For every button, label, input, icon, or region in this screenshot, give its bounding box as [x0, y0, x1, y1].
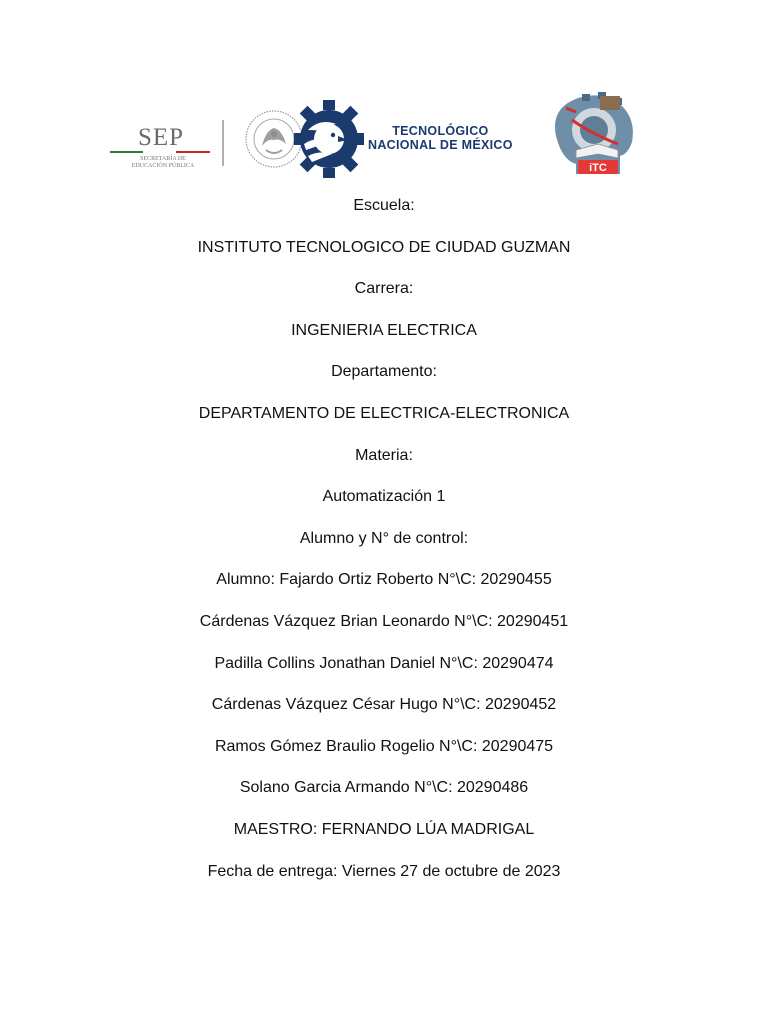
logo-header: [104, 90, 644, 182]
materia-label: Materia:: [355, 446, 413, 464]
escuela-value: INSTITUTO TECNOLOGICO DE CIUDAD GUZMAN: [197, 238, 571, 256]
tecnm-logo-text: [368, 124, 513, 152]
departamento-label: Departamento:: [331, 363, 437, 381]
logo-divider: [222, 120, 224, 166]
alumno-line: Solano Garcia Armando N°\C: 20290486: [239, 779, 529, 797]
carrera-value: INGENIERIA ELECTRICA: [291, 321, 477, 339]
alumno-line: Cárdenas Vázquez César Hugo N°\C: 20290452: [211, 696, 557, 714]
escuela-label: Escuela:: [353, 197, 415, 214]
alumno-line: Cárdenas Vázquez Brian Leonardo N°\C: 20290451: [199, 612, 569, 630]
cover-text-block: [0, 192, 768, 899]
alumno-line: Alumno: Fajardo Ortiz Roberto N°\C: 20290455: [216, 571, 552, 589]
tecnm-eagle-gear-icon: [294, 100, 364, 178]
tecnm-text-line1: TECNOLÓGICO: [392, 124, 489, 138]
alumno-line: Padilla Collins Jonathan Daniel N°\C: 20290474: [214, 654, 554, 672]
carrera-label: Carrera:: [354, 280, 414, 298]
materia-value: Automatización 1: [322, 488, 446, 506]
maestro-line: MAESTRO: FERNANDO LÚA MADRIGAL: [233, 820, 535, 838]
sep-subtitle-line1: SECRETARÍA DE: [140, 156, 186, 162]
sep-logo-title: SEP: [138, 124, 185, 151]
itc-logo-text: iTC: [589, 162, 607, 174]
alumnos-label: Alumno y N° de control:: [299, 529, 469, 547]
tecnm-text-line2: NACIONAL DE MÉXICO: [368, 138, 513, 152]
sep-logo-stripe: [110, 151, 210, 153]
fecha-line: Fecha de entrega: Viernes 27 de octubre de 2023: [207, 862, 561, 880]
sep-logo-subtitle: [128, 156, 198, 170]
alumno-line: Ramos Gómez Braulio Rogelio N°\C: 20290475: [214, 737, 554, 755]
itc-gear-head-icon: [536, 90, 640, 182]
sep-logo-icon: [108, 120, 220, 170]
sep-subtitle-line2: EDUCACIÓN PÚBLICA: [131, 163, 195, 169]
departamento-value: DEPARTAMENTO DE ELECTRICA-ELECTRONICA: [198, 404, 570, 422]
